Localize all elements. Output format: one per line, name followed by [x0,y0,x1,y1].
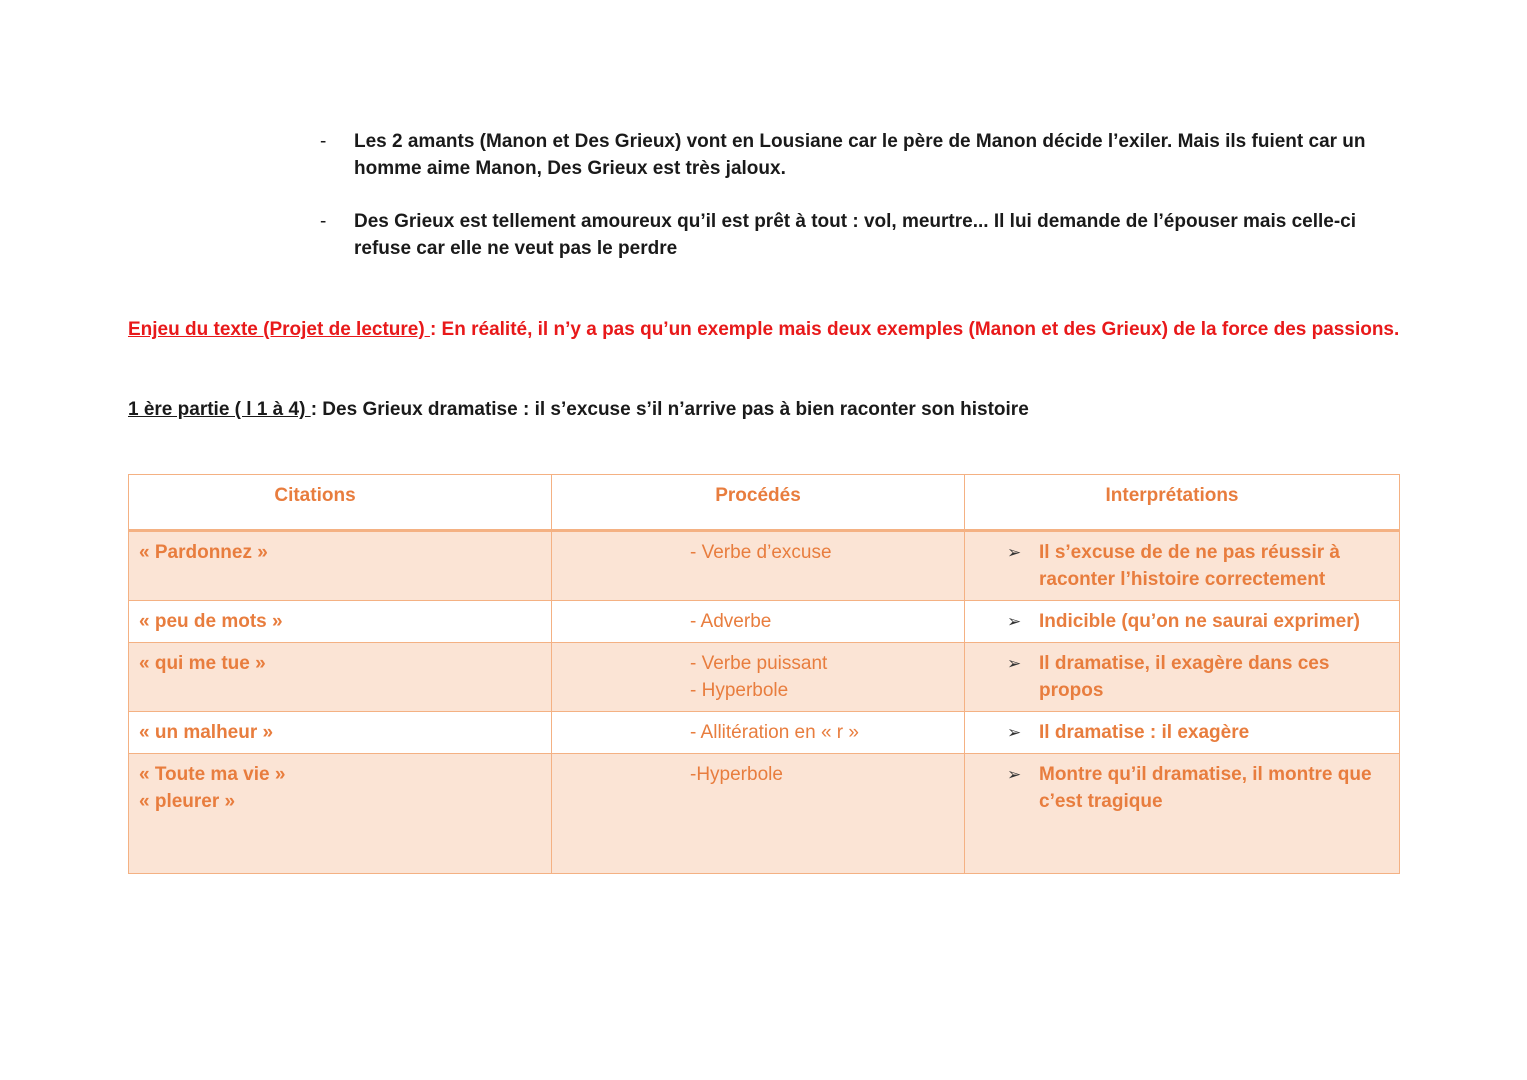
header-citations: Citations [129,475,552,531]
arrow-bullet-icon: ➢ [1007,765,1022,784]
bullet-text: Des Grieux est tellement amoureux qu’il est prêt à tout : vol, meurtre... Il lui demande de l’épouser mais celle-ci refuse car elle ne veut pas le perdre [354,211,1357,259]
table-row [129,643,1400,712]
citation-cell: « un malheur » [129,712,552,754]
reading-project-label: Enjeu du texte (Projet de lecture) [128,319,430,340]
table-row [129,531,1400,601]
context-bullets [320,128,1380,288]
table-row [129,601,1400,643]
table-row [129,712,1400,754]
header-procedes: Procédés [552,475,965,531]
interpretation-cell: ➢ Montre qu’il dramatise, il montre que c’est tragique [965,754,1400,874]
table-header-row [129,475,1400,531]
procede-cell: - Verbe puissant - Hyperbole [552,643,965,712]
arrow-bullet-icon: ➢ [1007,543,1022,562]
procede-cell: - Allitération en « r » [552,712,965,754]
arrow-bullet-icon: ➢ [1007,723,1022,742]
arrow-bullet-icon: ➢ [1007,612,1022,631]
analysis-table [128,474,1400,874]
procede-cell: - Adverbe [552,601,965,643]
interpretation-cell: ➢ Il dramatise : il exagère [965,712,1400,754]
citation-cell: « peu de mots » [129,601,552,643]
bullet-text: Les 2 amants (Manon et Des Grieux) vont en Lousiane car le père de Manon décide l’exiler. Mais ils fuient car un homme aime Manon, Des Grieux est très jaloux. [354,131,1366,179]
header-interpretations: Interprétations [965,475,1400,531]
table-row [129,754,1400,874]
bullet-item [320,208,1380,262]
procede-cell: -Hyperbole [552,754,965,874]
procede-cell: - Verbe d’excuse [552,531,965,601]
bullet-item [320,128,1380,182]
part-one-heading [128,396,1029,423]
bullet-dash: - [320,211,327,232]
interpretation-cell: ➢ Il dramatise, il exagère dans ces propos [965,643,1400,712]
part-one-label: 1 ère partie ( l 1 à 4) [128,399,311,420]
interpretation-cell: ➢ Indicible (qu’on ne saurai exprimer) [965,601,1400,643]
bullet-dash: - [320,131,327,152]
reading-project-text: : En réalité, il n’y a pas qu’un exemple mais deux exemples (Manon et des Grieux) de la force des passions. [429,319,1400,340]
citation-cell: « Pardonnez » [129,531,552,601]
citation-cell: « qui me tue » [129,643,552,712]
part-one-text: : Des Grieux dramatise : il s’excuse s’il n’arrive pas à bien raconter son histoire [310,399,1029,420]
arrow-bullet-icon: ➢ [1007,654,1022,673]
interpretation-cell: ➢ Il s’excuse de de ne pas réussir à raconter l’histoire correctement [965,531,1400,601]
citation-cell: « Toute ma vie » « pleurer » [129,754,552,874]
reading-project-line [128,316,1428,343]
